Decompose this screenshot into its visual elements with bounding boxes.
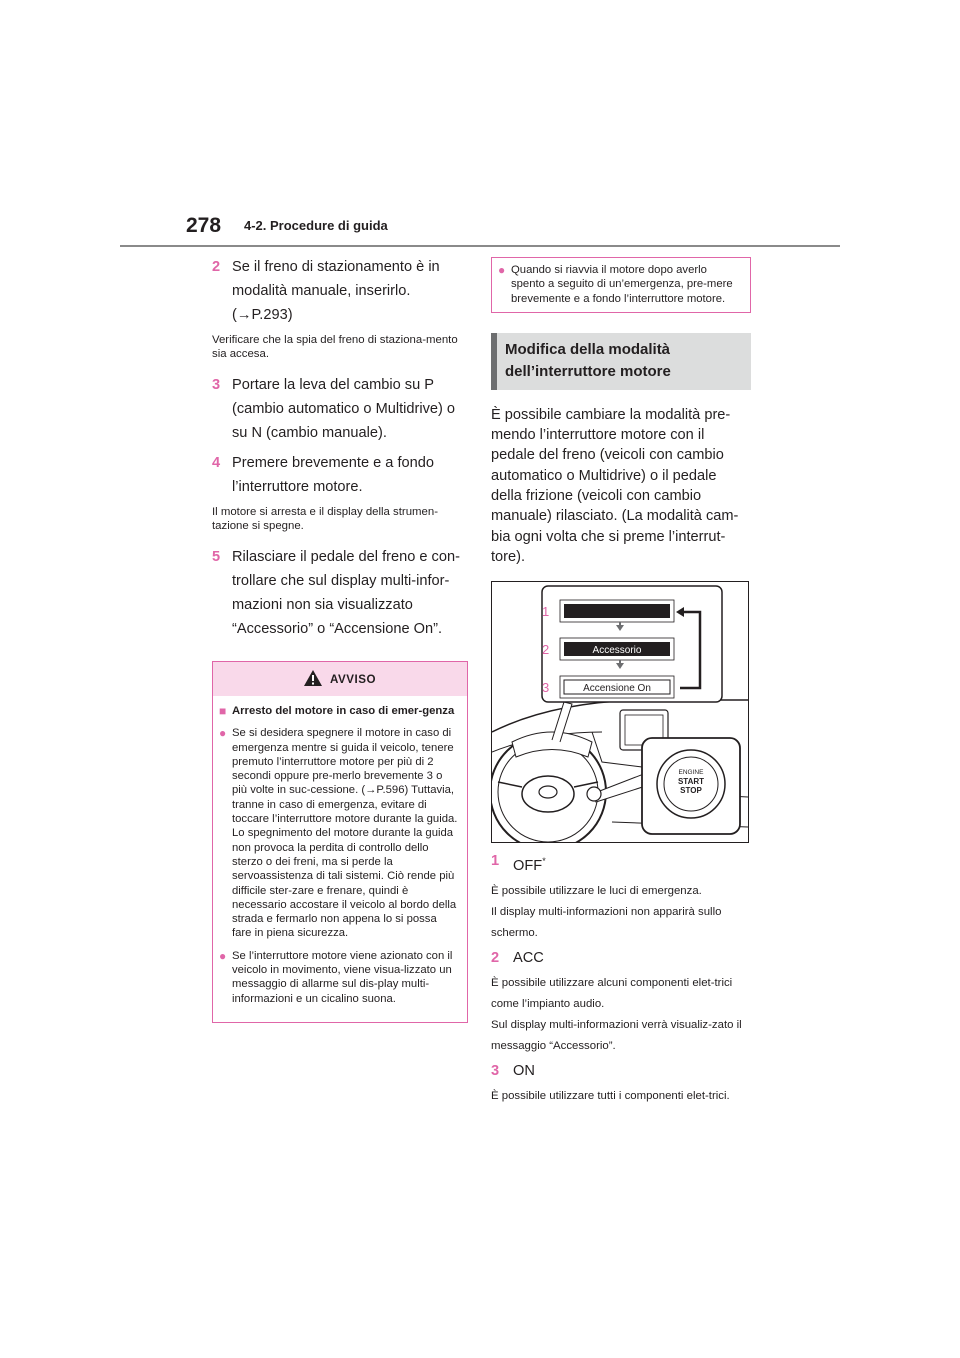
circle-bullet-icon: ● <box>219 726 227 741</box>
screen-text-accensione-on: Accensione On <box>583 683 651 695</box>
mode-number: 2 <box>491 950 500 967</box>
step-note: Il motore si arresta e il display della strumen-tazione si spegne. <box>212 506 438 532</box>
page-number: 278 <box>186 214 222 237</box>
mode-desc: Sul display multi-informazioni verrà visualiz-zato il messaggio “Accessorio”. <box>491 1019 742 1053</box>
step-note: Verificare che la spia del freno di staziona-mento sia accesa. <box>212 334 458 360</box>
step-number: 4 <box>212 455 221 471</box>
warning-item-text: Se l’interruttore motore viene azionato con il veicolo in movimento, viene visua-lizzato un messaggio di allarme sul dis-play multi-informazioni e un cicalino suona. <box>232 949 453 1005</box>
step-number: 2 <box>212 259 221 275</box>
square-bullet-icon: ■ <box>219 704 227 718</box>
warning-item-text: Se si desidera spegnere il motore in caso di emergenza mentre si guida il veicolo, tenere premuto l’interruttore motore per più di 2 secondi oppure pre-merlo brevemente 3 o più volte in suc-cessione. (→P.596) Tuttavia, tranne in caso di emergenza, evitare di toccare l’interruttore motore durante la guida. Lo spegnimento del motore durante la guida non provoca la perdita di controllo dello sterzo o dei freni, ma si perde la servoassistenza di tali sistemi. Ciò rende più difficile ster-zare e frenare, quindi è necessario accostare il veicolo al bordo della strada e fermarlo non appena lo si possa fare in piena sicurezza. <box>232 727 458 940</box>
warning-icon <box>304 670 322 689</box>
circle-bullet-icon: ● <box>498 263 506 277</box>
mode-footnote-mark: * <box>542 856 546 867</box>
step-text: Se il freno di stazionamento è in modalità manuale, inserirlo. (→P.293) <box>232 259 440 323</box>
warning-heading <box>219 704 459 718</box>
mode-label: OFF <box>513 858 543 875</box>
mode-on <box>491 1061 751 1081</box>
warning-item <box>219 949 459 1006</box>
mode-label: ON <box>513 1063 535 1080</box>
chapter-title: 4-2. Procedure di guida <box>244 218 388 233</box>
warning-box <box>212 661 468 1023</box>
mode-desc: È possibile utilizzare tutti i componenti elet-trici. <box>491 1090 730 1103</box>
figure-label-1: 1 <box>542 604 550 620</box>
step-text: Premere brevemente e a fondo l’interruttore motore. <box>232 455 434 495</box>
warning-title: AVVISO <box>330 672 376 686</box>
step-text: Rilasciare il pedale del freno e con-trollare che sul display multi-infor-mazioni non sia visualizzato “Accessorio” o “Accensione On”. <box>232 549 460 637</box>
mode-acc <box>491 948 751 968</box>
step-number: 5 <box>212 549 221 565</box>
dashboard-illustration <box>492 582 748 842</box>
circle-bullet-icon: ● <box>219 948 227 963</box>
mode-label: ACC <box>513 950 544 967</box>
mode-desc: È possibile utilizzare alcuni componenti elet-trici come l’impianto audio. <box>491 977 733 1011</box>
step-2 <box>212 255 468 327</box>
mode-number: 1 <box>491 853 500 870</box>
section-title: Modifica della modalità dell’interruttore motore <box>491 333 751 390</box>
warning-heading-text: Arresto del motore in caso di emer-genza <box>232 705 455 717</box>
header-rule <box>120 245 840 247</box>
step-4 <box>212 451 468 499</box>
left-column <box>212 255 468 1023</box>
engine-switch-figure <box>491 581 749 843</box>
intro-paragraph: È possibile cambiare la modalità pre-mendo l’interruttore motore con il pedale del freno (veicoli con cambio automatico o Multidrive) o il pedale della frizione (veicoli con cambio manuale) rilasciato. (La modalità cam-bia ogni volta che si preme l’interrut-tore). <box>491 406 739 565</box>
step-number: 3 <box>212 377 221 393</box>
button-text-engine: ENGINE <box>678 769 704 777</box>
info-box <box>491 257 751 313</box>
mode-off <box>491 851 751 876</box>
step-5 <box>212 545 468 641</box>
warning-header <box>213 662 467 696</box>
mode-number: 3 <box>491 1063 500 1080</box>
screen-text-accessorio: Accessorio <box>592 645 642 657</box>
button-text-start: START <box>677 777 705 787</box>
info-text: Quando si riavvia il motore dopo averlo spento a seguito di un’emergenza, pre-mere brevemente e a fondo l’interruttore motore. <box>511 264 733 305</box>
button-text-stop: STOP <box>680 786 702 796</box>
figure-label-2: 2 <box>542 642 550 658</box>
mode-desc: Il display multi-informazioni non apparirà sullo schermo. <box>491 906 722 940</box>
figure-label-3: 3 <box>542 680 550 696</box>
right-column <box>491 257 751 1107</box>
info-item <box>498 263 742 306</box>
step-3 <box>212 373 468 445</box>
mode-desc: È possibile utilizzare le luci di emergenza. <box>491 885 702 898</box>
step-text: Portare la leva del cambio su P (cambio automatico o Multidrive) o su N (cambio manuale). <box>232 377 456 441</box>
warning-item <box>219 726 459 940</box>
